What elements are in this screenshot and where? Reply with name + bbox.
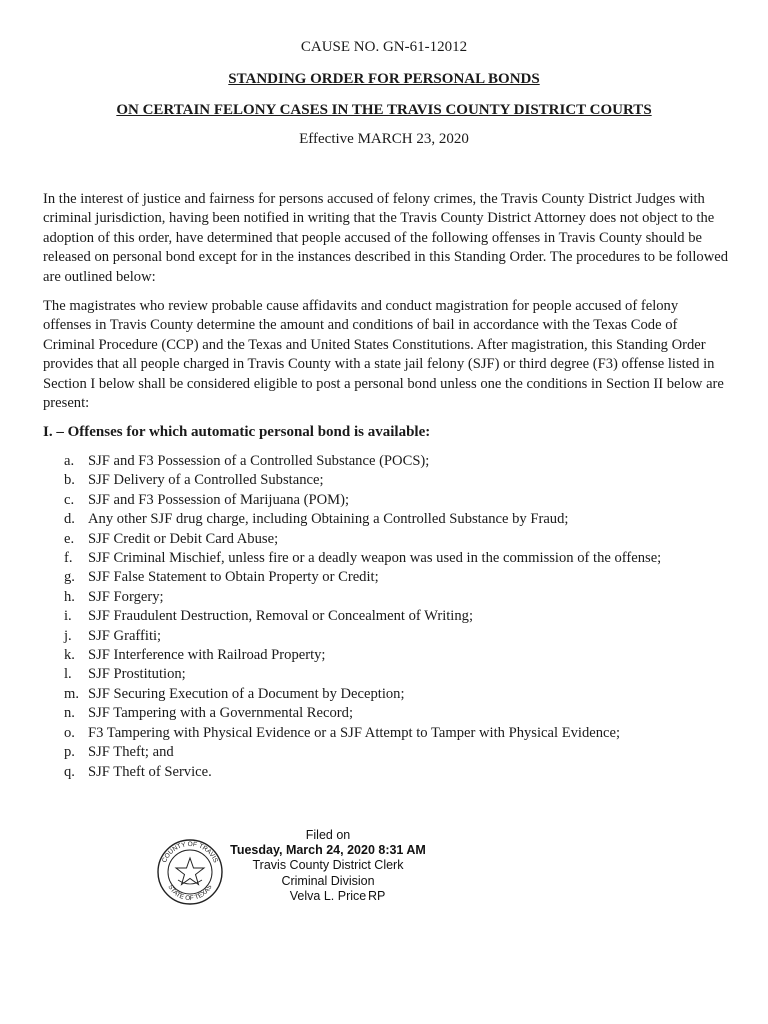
offense-item bbox=[64, 607, 661, 626]
offense-letter: p. bbox=[64, 744, 75, 761]
offense-letter: c. bbox=[64, 491, 75, 508]
offense-text: SJF Tampering with a Governmental Record; bbox=[88, 705, 353, 722]
intro-paragraph: In the interest of justice and fairness for persons accused of felony crimes, the Travis County District Judges with criminal jurisdiction, having been notified in writing that the Travis County District Attorney does not object to the adoption of this order, have determined that people accused of the following offenses in Travis County should be released on personal bond except for in the instances described in this Standing Order. The procedures to be followed are outlined below: bbox=[43, 191, 729, 285]
offense-letter: o. bbox=[64, 724, 75, 741]
effective-date: Effective MARCH 23, 2020 bbox=[299, 131, 469, 147]
offense-text: SJF Delivery of a Controlled Substance; bbox=[88, 472, 324, 489]
filed-date: Tuesday, March 24, 2020 8:31 AM bbox=[230, 843, 426, 858]
offense-letter: a. bbox=[64, 453, 75, 469]
clerk-name: Velva L. Price bbox=[289, 888, 367, 903]
offense-text: SJF Fraudulent Destruction, Removal or Concealment of Writing; bbox=[88, 608, 474, 625]
offense-letter: g. bbox=[64, 569, 75, 586]
offense-item bbox=[64, 530, 661, 549]
offense-text: SJF and F3 Possession of Marijuana (POM); bbox=[88, 491, 350, 508]
offense-letter: b. bbox=[64, 472, 75, 489]
offense-list bbox=[64, 452, 661, 782]
offense-item bbox=[64, 627, 661, 646]
offense-item bbox=[64, 549, 661, 568]
offense-text: SJF Credit or Debit Card Abuse; bbox=[88, 530, 279, 547]
offense-text: SJF Theft of Service. bbox=[88, 763, 212, 780]
clerk-office: Travis County District Clerk bbox=[252, 858, 404, 873]
offense-item bbox=[64, 646, 661, 665]
offense-item bbox=[64, 704, 661, 723]
offense-text: SJF Graffiti; bbox=[88, 627, 162, 644]
offense-text: SJF False Statement to Obtain Property or Credit; bbox=[88, 569, 379, 586]
offense-item bbox=[64, 724, 661, 743]
offense-letter: i. bbox=[64, 608, 72, 625]
offense-item bbox=[64, 685, 661, 704]
offense-letter: d. bbox=[64, 511, 75, 528]
offense-text: SJF Forgery; bbox=[88, 588, 164, 605]
offense-text: SJF Prostitution; bbox=[88, 666, 186, 683]
offense-item bbox=[64, 452, 661, 471]
offense-item bbox=[64, 665, 661, 684]
offense-item bbox=[64, 743, 661, 762]
svg-text:STATE OF TEXAS: STATE OF TEXAS bbox=[166, 883, 214, 903]
offense-letter: m. bbox=[64, 685, 79, 702]
offense-item bbox=[64, 471, 661, 490]
order-title-line-1: STANDING ORDER FOR PERSONAL BONDS bbox=[228, 71, 540, 87]
section-1-heading: I. – Offenses for which automatic personal bond is available: bbox=[43, 424, 431, 440]
offense-item bbox=[64, 491, 661, 510]
clerk-division: Criminal Division bbox=[281, 873, 375, 888]
cause-number: CAUSE NO. GN-61-12012 bbox=[300, 39, 468, 55]
clerk-name-line bbox=[218, 889, 438, 904]
offense-text: SJF Criminal Mischief, unless fire or a deadly weapon was used in the commission of the offense; bbox=[88, 550, 662, 567]
county-seal-icon bbox=[156, 838, 224, 906]
offense-letter: e. bbox=[64, 530, 75, 547]
offense-letter: k. bbox=[64, 647, 75, 664]
offense-text: Any other SJF drug charge, including Obtaining a Controlled Substance by Fraud; bbox=[88, 511, 569, 528]
offense-item bbox=[64, 568, 661, 587]
offense-text: SJF Securing Execution of a Document by Deception; bbox=[88, 685, 405, 702]
filed-on-label: Filed on bbox=[305, 828, 351, 842]
offense-text: SJF Interference with Railroad Property; bbox=[88, 647, 326, 664]
order-title-line-2: ON CERTAIN FELONY CASES IN THE TRAVIS COUNTY DISTRICT COURTS bbox=[116, 102, 652, 118]
svg-text:COUNTY OF TRAVIS: COUNTY OF TRAVIS bbox=[160, 840, 220, 864]
clerk-initials: RP bbox=[368, 888, 386, 903]
offense-letter: l. bbox=[64, 666, 72, 683]
offense-text: SJF Theft; and bbox=[88, 744, 174, 761]
filing-stamp bbox=[218, 828, 438, 904]
offense-letter: h. bbox=[64, 588, 75, 605]
offense-text: F3 Tampering with Physical Evidence or a SJF Attempt to Tamper with Physical Evidence; bbox=[88, 724, 621, 741]
offense-letter: q. bbox=[64, 763, 75, 780]
offense-letter: n. bbox=[64, 705, 75, 722]
magistrates-paragraph: The magistrates who review probable cause affidavits and conduct magistration for people accused of felony offenses in Travis County determine the amount and conditions of bail in accordance with the Texas Code of Criminal Procedure (CCP) and the Texas and United States Constitutions. After magistration, this Standing Order provides that all people charged in Travis County with a state jail felony (SJF) or third degree (F3) offense listed in Section I below shall be considered eligible to post a personal bond unless one the conditions in Section II below are present: bbox=[43, 298, 724, 412]
offense-item bbox=[64, 510, 661, 529]
offense-text: SJF and F3 Possession of a Controlled Substance (POCS); bbox=[88, 453, 430, 469]
offense-item bbox=[64, 763, 661, 782]
offense-letter: f. bbox=[64, 550, 73, 567]
offense-letter: j. bbox=[64, 627, 72, 644]
offense-item bbox=[64, 588, 661, 607]
